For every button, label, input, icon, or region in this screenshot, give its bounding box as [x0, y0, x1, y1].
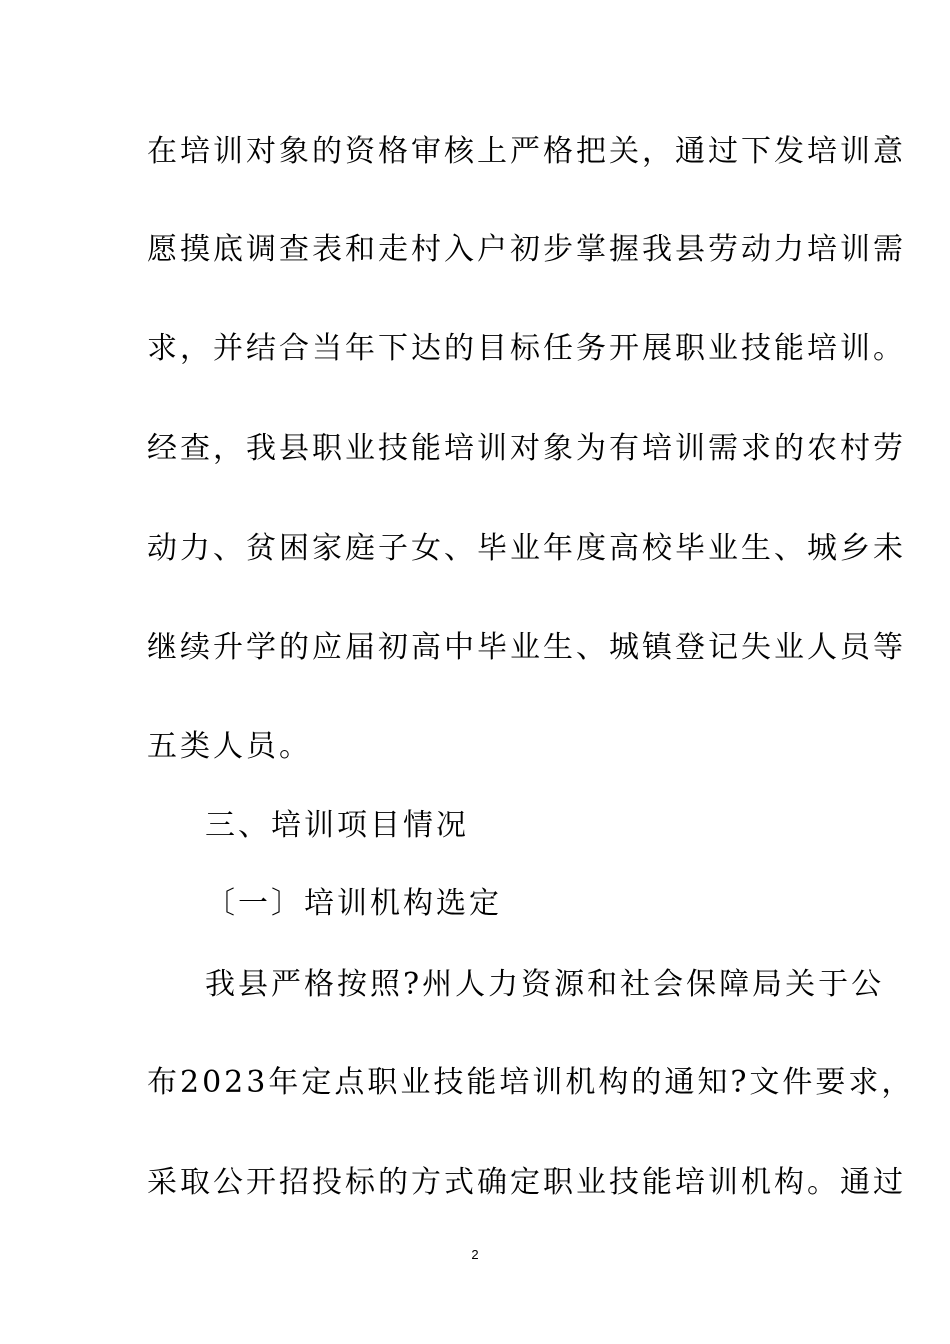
body-text-line: 继续升学的应届初高中毕业生、城镇登记失业人员等	[147, 630, 906, 665]
body-text-line: 求，并结合当年下达的目标任务开展职业技能培训。	[147, 331, 906, 366]
body-text-line: 经查，我县职业技能培训对象为有培训需求的农村劳	[147, 431, 906, 466]
section-heading: 三、培训项目情况	[205, 808, 469, 843]
body-text-line: 布2023年定点职业技能培训机构的通知?文件要求，	[147, 1065, 915, 1100]
body-text-line: 采取公开招投标的方式确定职业技能培训机构。通过	[147, 1165, 906, 1200]
subsection-heading: 〔一〕培训机构选定	[205, 886, 502, 921]
body-text-line: 愿摸底调查表和走村入户初步掌握我县劳动力培训需	[147, 232, 906, 267]
page-number: 2	[471, 1247, 479, 1262]
body-text-line: 五类人员。	[147, 729, 312, 764]
body-text-line: 在培训对象的资格审核上严格把关，通过下发培训意	[147, 134, 906, 169]
body-text-line: 我县严格按照?州人力资源和社会保障局关于公	[205, 967, 885, 1002]
body-text-line: 动力、贫困家庭子女、毕业年度高校毕业生、城乡未	[147, 531, 906, 566]
